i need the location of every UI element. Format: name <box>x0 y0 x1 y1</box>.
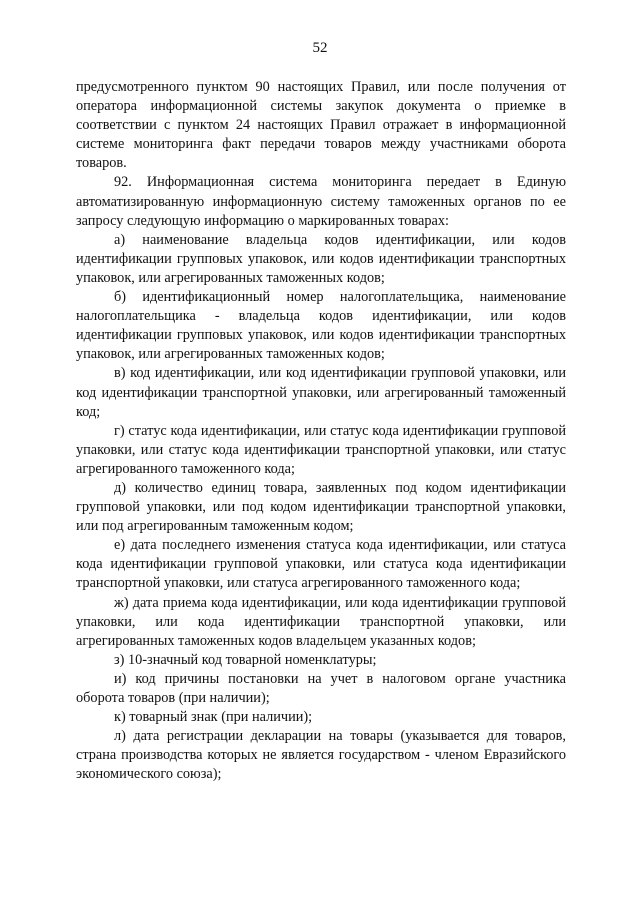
list-item-l: л) дата регистрации декларации на товары (указывается для товаров, страна производства которых не является государством - членом Евразийского экономического союза); <box>76 728 566 783</box>
list-item-z: з) 10-значный код товарной номенклатуры; <box>114 651 377 668</box>
list-item-k: к) товарный знак (при наличии); <box>114 709 313 726</box>
list-item-zh: ж) дата приема кода идентификации, или кода идентификации групповой упаковки, или кода идентификации транспортной упаковки, или агрегированных таможенных кодов владельцем указанных кодов; <box>76 594 566 649</box>
list-item-d: д) количество единиц товара, заявленных под кодом идентификации групповой упаковки, или под кодом идентификации транспортной упаковки, или под агрегированным таможенным кодом; <box>76 479 566 535</box>
paragraph-item-92: 92. Информационная система мониторинга передает в Единую автоматизированную информационную систему таможенных органов по ее запросу следующую информацию о маркированных товарах: <box>76 174 566 229</box>
document-body <box>76 78 566 784</box>
paragraph-continuation: предусмотренного пунктом 90 настоящих Правил, или после получения от оператора информационной системы закупок документа о приемке в соответствии с пунктом 24 настоящих Правил отражает в информационной системе мониторинга факт передачи товаров между участниками оборота товаров. <box>76 79 566 172</box>
page-number: 52 <box>312 40 328 56</box>
list-item-e: е) дата последнего изменения статуса кода идентификации, или статуса кода идентификации групповой упаковки, или статуса кода идентификации транспортной упаковки, или статуса агрегированного таможенного кода; <box>76 537 566 592</box>
list-item-i: и) код причины постановки на учет в налоговом органе участника оборота товаров (при наличии); <box>76 670 566 706</box>
list-item-v: в) код идентификации, или код идентификации групповой упаковки, или код идентификации транспортной упаковки, или агрегированный таможенный код; <box>76 365 566 420</box>
list-item-g: г) статус кода идентификации, или статус кода идентификации групповой упаковки, или статус кода идентификации транспортной упаковки, или статус агрегированного таможенного кода; <box>76 422 566 477</box>
list-item-a: а) наименование владельца кодов идентификации, или кодов идентификации групповых упаковок, или кодов идентификации транспортных упаковок, или агрегированных таможенных кодов; <box>76 231 566 286</box>
list-item-b: б) идентификационный номер налогоплательщика, наименование налогоплательщика - владельца кодов идентификации, или кодов идентификации групповых упаковок, или кодов идентификации транспортных упаковок, или агрегированных таможенных кодов; <box>76 289 566 363</box>
